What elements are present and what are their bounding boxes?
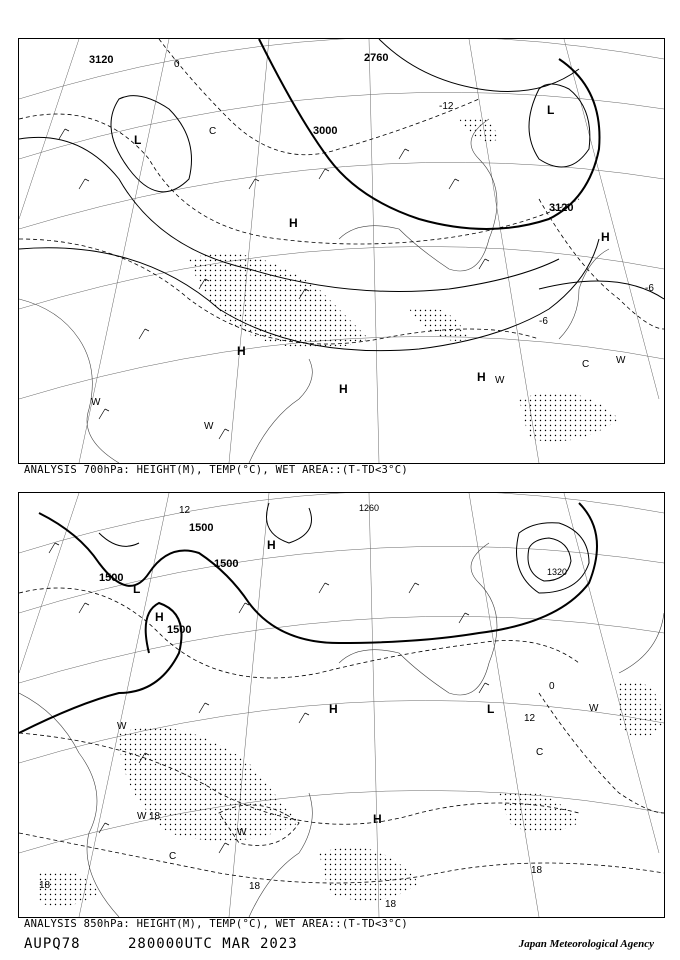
height-label: 3000 <box>313 125 338 137</box>
high-center: H <box>267 538 276 552</box>
warm-center: W <box>117 721 127 732</box>
low-center: L <box>134 133 142 147</box>
cold-center: C <box>536 747 544 758</box>
height-labels <box>99 503 567 636</box>
temp-label: 18 <box>249 881 261 892</box>
cold-center: C <box>169 851 177 862</box>
height-label: 3120 <box>89 54 114 66</box>
height-label: 1500 <box>167 624 192 636</box>
height-label: 1500 <box>214 558 239 570</box>
temp-label: 18 <box>531 865 543 876</box>
temp-label: -12 <box>439 101 454 112</box>
warm-center: W <box>137 811 147 822</box>
panel-caption-700hpa: ANALYSIS 700hPa: HEIGHT(M), TEMP(°C), WET AREA::(T-TD<3°C) <box>24 464 409 476</box>
low-center: L <box>547 103 555 117</box>
high-center: H <box>601 230 610 244</box>
low-center: L <box>133 582 141 596</box>
isotherms <box>19 39 664 344</box>
warm-center: W <box>495 375 505 386</box>
high-center: H <box>329 702 338 716</box>
wet-areas <box>189 117 619 442</box>
product-code: AUPQ78 <box>24 936 81 952</box>
temp-label: 0 <box>549 681 555 692</box>
pressure-centers <box>91 103 626 432</box>
temp-labels <box>39 505 555 910</box>
panel-caption-850hpa: ANALYSIS 850hPa: HEIGHT(M), TEMP(°C), WET AREA::(T-TD<3°C) <box>24 918 409 930</box>
warm-center: W <box>204 421 214 432</box>
warm-center: W <box>589 703 599 714</box>
map-700hpa <box>19 39 664 463</box>
height-label: 1260 <box>359 503 380 513</box>
temp-label: 12 <box>524 713 536 724</box>
warm-center: W <box>237 827 247 838</box>
height-label: 3120 <box>549 202 574 214</box>
low-center: L <box>487 702 495 716</box>
map-panel-700hpa <box>18 38 665 464</box>
temp-label: -6 <box>645 283 654 294</box>
cold-center: C <box>582 359 590 370</box>
warm-center: W <box>91 397 101 408</box>
isotherms <box>19 588 664 883</box>
high-center: H <box>289 216 298 230</box>
wet-areas <box>39 681 664 906</box>
map-850hpa <box>19 493 664 917</box>
valid-time: 280000UTC MAR 2023 <box>128 936 298 952</box>
map-panel-850hpa <box>18 492 665 918</box>
high-center: H <box>237 344 246 358</box>
agency-name: Japan Meteorological Agency <box>518 938 654 950</box>
height-contours <box>19 503 597 733</box>
height-contours <box>19 39 664 351</box>
height-label: 1500 <box>99 572 124 584</box>
temp-label: -6 <box>539 316 548 327</box>
temp-label: 18 <box>39 880 51 891</box>
high-center: H <box>373 812 382 826</box>
high-center: H <box>155 610 164 624</box>
temp-label: 12 <box>179 505 191 516</box>
temp-label: 0 <box>174 59 180 70</box>
height-label: 2760 <box>364 52 389 64</box>
height-labels <box>89 52 573 214</box>
height-label: 1320 <box>547 567 568 577</box>
warm-center: W <box>616 355 626 366</box>
temp-label: 18 <box>149 811 161 822</box>
high-center: H <box>477 370 486 384</box>
cold-center: C <box>209 126 217 137</box>
high-center: H <box>339 382 348 396</box>
height-label: 1500 <box>189 522 214 534</box>
temp-label: 18 <box>385 899 397 910</box>
